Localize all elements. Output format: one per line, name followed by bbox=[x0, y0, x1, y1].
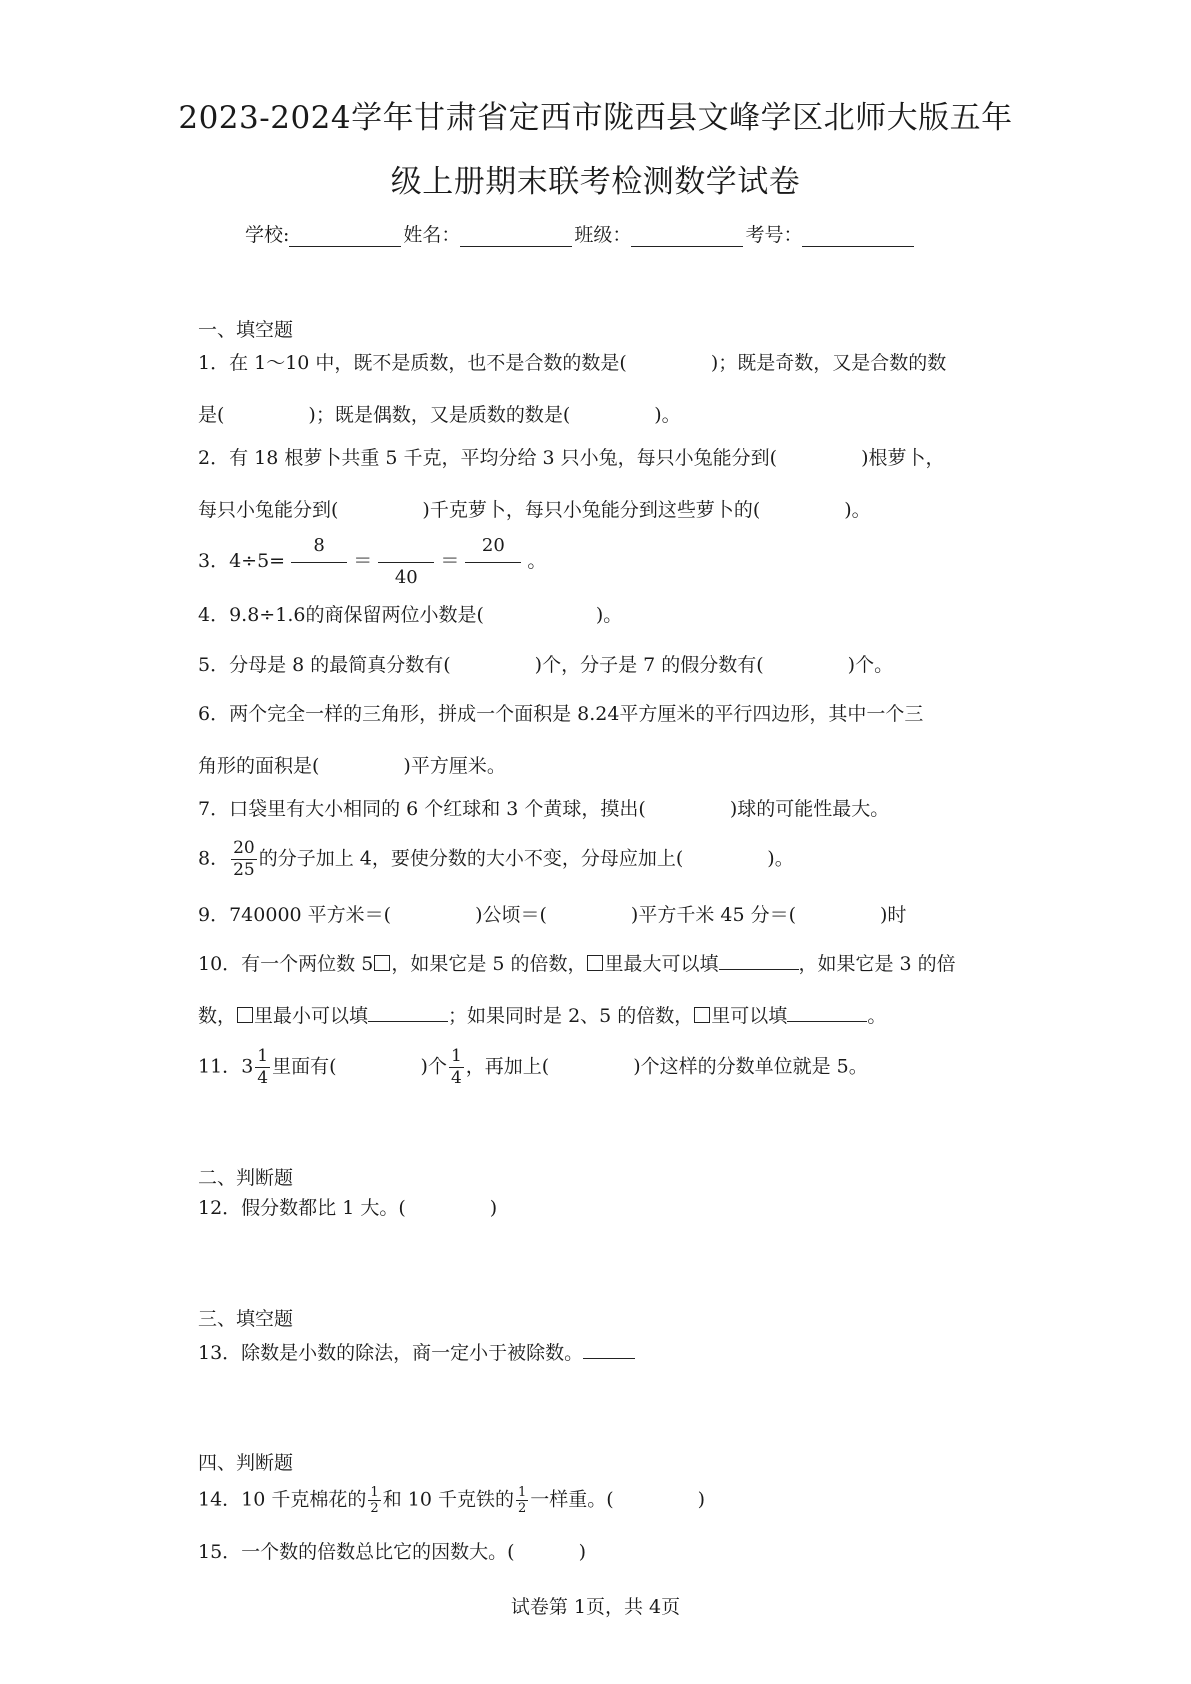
q11-fraction-2-numerator: 1 bbox=[450, 1046, 462, 1066]
q11-text-e: )个这样的分数单位就是 5。 bbox=[633, 1055, 868, 1078]
q11-fraction-1-numerator: 1 bbox=[257, 1046, 269, 1066]
question-11 bbox=[198, 1046, 868, 1089]
school-label: 学校: bbox=[245, 224, 290, 246]
q1-text-e: )。 bbox=[654, 404, 681, 426]
q8-text-a: 8． bbox=[198, 847, 230, 870]
q11-whole-number: 3 bbox=[241, 1055, 254, 1078]
question-1-line1 bbox=[198, 351, 946, 375]
class-blank[interactable] bbox=[631, 226, 743, 247]
q10-text-a: 10．有一个两位数 5 bbox=[198, 953, 374, 975]
question-13 bbox=[198, 1340, 635, 1365]
q12-text-b: ) bbox=[489, 1197, 498, 1219]
name-label: 姓名： bbox=[403, 224, 461, 246]
q8-denominator: 25 bbox=[233, 860, 255, 880]
q5-text-c: )个。 bbox=[847, 654, 894, 676]
student-info-row bbox=[245, 220, 916, 247]
q10-text-b: ，如果它是 5 的倍数， bbox=[391, 953, 587, 975]
q10-text-i: 。 bbox=[867, 1005, 887, 1027]
question-12 bbox=[198, 1196, 497, 1220]
school-blank[interactable] bbox=[289, 226, 401, 247]
q10-box-3 bbox=[237, 1007, 253, 1023]
question-6-line1 bbox=[198, 702, 923, 726]
q2-text-e: )。 bbox=[844, 499, 871, 521]
q10-text-d: ，如果它是 3 的倍 bbox=[798, 953, 956, 975]
exam-no-blank[interactable] bbox=[802, 226, 914, 247]
q3-numerator-8: 8 bbox=[313, 534, 325, 556]
q14-fraction-2-denominator: 2 bbox=[517, 1501, 527, 1516]
q9-text-c: )平方千米 45 分＝( bbox=[630, 904, 796, 926]
q10-text-h: 里可以填 bbox=[711, 1005, 788, 1027]
q1-text-c: 是( bbox=[198, 404, 225, 426]
q10-answer-blank-1[interactable] bbox=[719, 951, 799, 970]
q8-numerator: 20 bbox=[233, 838, 255, 858]
q11-fraction-1 bbox=[255, 1046, 270, 1089]
q10-answer-blank-2[interactable] bbox=[368, 1003, 448, 1022]
question-8 bbox=[198, 838, 794, 881]
q3-text-a: 3．4÷5= bbox=[198, 550, 286, 572]
q6-text-a: 6．两个完全一样的三角形，拼成一个面积是 8.24平方厘米的平行四边形，其中一个三 bbox=[198, 703, 924, 725]
q13-text-a: 13．除数是小数的除法，商一定小于被除数。 bbox=[198, 1342, 584, 1364]
q11-text-c: )个 bbox=[420, 1055, 447, 1078]
q5-text-b: )个，分子是 7 的假分数有( bbox=[534, 654, 764, 676]
section-heading-2: 二、判断题 bbox=[198, 1167, 294, 1189]
q13-answer-blank[interactable] bbox=[583, 1340, 635, 1359]
question-2-line1 bbox=[198, 446, 945, 470]
q3-equals-1: ＝ bbox=[353, 550, 373, 572]
question-4 bbox=[198, 603, 622, 627]
q2-text-c: 每只小兔能分到( bbox=[198, 499, 339, 521]
exam-title-line2: 级上册期末联考检测数学试卷 bbox=[390, 164, 801, 200]
q10-answer-blank-3[interactable] bbox=[787, 1003, 867, 1022]
page-footer: 试卷第 1页，共 4页 bbox=[510, 1596, 681, 1618]
q3-end: 。 bbox=[527, 550, 547, 572]
q3-blank-2[interactable] bbox=[378, 562, 434, 588]
q10-text-g: ；如果同时是 2、5 的倍数， bbox=[448, 1005, 694, 1027]
question-6-line2 bbox=[198, 754, 506, 778]
q15-text-a: 15．一个数的倍数总比它的因数大。( bbox=[198, 1541, 515, 1563]
q11-text-b: 里面有( bbox=[272, 1055, 337, 1078]
q4-text-a: 4．9.8÷1.6的商保留两位小数是( bbox=[198, 604, 484, 626]
q8-text-b: 的分子加上 4，要使分数的大小不变，分母应加上( bbox=[258, 847, 684, 870]
question-9 bbox=[198, 903, 906, 927]
q10-text-e: 数， bbox=[198, 1005, 237, 1027]
q1-text-b: )；既是奇数，又是合数的数 bbox=[710, 352, 947, 374]
exam-no-label: 考号： bbox=[745, 224, 803, 246]
name-blank[interactable] bbox=[460, 226, 572, 247]
question-5 bbox=[198, 653, 893, 677]
q2-text-a: 2．有 18 根萝卜共重 5 千克，平均分给 3 只小兔，每只小兔能分到( bbox=[198, 447, 778, 469]
q4-text-b: )。 bbox=[595, 604, 623, 626]
q10-text-f: 里最小可以填 bbox=[254, 1005, 369, 1027]
q8-text-c: )。 bbox=[767, 847, 794, 870]
q10-text-c: 里最大可以填 bbox=[604, 953, 719, 975]
q10-box-2 bbox=[587, 955, 603, 971]
q3-blank-3[interactable] bbox=[465, 534, 521, 563]
q14-fraction-2 bbox=[516, 1485, 528, 1516]
q3-equals-2: ＝ bbox=[440, 550, 460, 572]
q11-fraction-2 bbox=[449, 1046, 464, 1089]
q14-text-c: 一样重。( bbox=[530, 1488, 614, 1511]
q14-text-d: ) bbox=[697, 1488, 706, 1511]
question-3 bbox=[198, 534, 547, 589]
q11-fraction-1-denominator: 4 bbox=[257, 1068, 269, 1088]
q8-fraction bbox=[231, 838, 257, 881]
section-heading-1: 一、填空题 bbox=[198, 319, 294, 341]
q10-box-4 bbox=[694, 1007, 710, 1023]
q15-text-b: ) bbox=[578, 1541, 587, 1563]
question-14 bbox=[198, 1485, 705, 1516]
section-heading-3: 三、填空题 bbox=[198, 1308, 294, 1330]
q11-text-d: ，再加上( bbox=[465, 1055, 550, 1078]
q10-box-1 bbox=[374, 955, 390, 971]
q11-text-a: 11． bbox=[198, 1055, 242, 1078]
question-7 bbox=[198, 797, 889, 821]
q1-text-a: 1．在 1～10 中，既不是质数，也不是合数的数是( bbox=[198, 352, 627, 374]
q2-text-d: )千克萝卜，每只小兔能分到这些萝卜的( bbox=[422, 499, 761, 521]
q11-fraction-2-denominator: 4 bbox=[450, 1068, 462, 1088]
q9-text-a: 9．740000 平方米＝( bbox=[198, 904, 392, 926]
q9-text-b: )公顷＝( bbox=[475, 904, 547, 926]
q14-fraction-1-numerator: 1 bbox=[370, 1485, 379, 1500]
q12-text-a: 12．假分数都比 1 大。( bbox=[198, 1197, 406, 1219]
question-10-line2 bbox=[198, 1003, 886, 1028]
q6-text-b: 角形的面积是( bbox=[198, 755, 320, 777]
q14-fraction-2-numerator: 1 bbox=[517, 1485, 527, 1500]
q3-denominator-40: 40 bbox=[394, 566, 418, 588]
class-label: 班级： bbox=[574, 224, 632, 246]
q3-numerator-20: 20 bbox=[481, 534, 505, 556]
question-10-line1 bbox=[198, 951, 956, 976]
q6-text-c: )平方厘米。 bbox=[403, 755, 506, 777]
q14-text-b: 和 10 千克铁的 bbox=[382, 1488, 514, 1511]
q9-text-d: )时 bbox=[880, 904, 907, 926]
q7-text-a: 7．口袋里有大小相同的 6 个红球和 3 个黄球，摸出( bbox=[198, 798, 646, 820]
section-heading-4: 四、判断题 bbox=[198, 1452, 294, 1474]
exam-title-line1: 2023-2024学年甘肃省定西市陇西县文峰学区北师大版五年 bbox=[178, 100, 1013, 136]
q3-blank-1[interactable] bbox=[291, 534, 347, 563]
question-2-line2 bbox=[198, 498, 871, 522]
q7-text-b: )球的可能性最大。 bbox=[729, 798, 890, 820]
q14-text-a: 14．10 千克棉花的 bbox=[198, 1488, 367, 1511]
q14-fraction-1 bbox=[368, 1485, 380, 1516]
question-15 bbox=[198, 1540, 586, 1564]
q5-text-a: 5．分母是 8 的最简真分数有( bbox=[198, 654, 451, 676]
question-1-line2 bbox=[198, 403, 681, 427]
q14-fraction-1-denominator: 2 bbox=[370, 1501, 379, 1516]
q2-text-b: )根萝卜， bbox=[861, 447, 945, 469]
q1-text-d: )；既是偶数，又是质数的数是( bbox=[308, 404, 571, 426]
